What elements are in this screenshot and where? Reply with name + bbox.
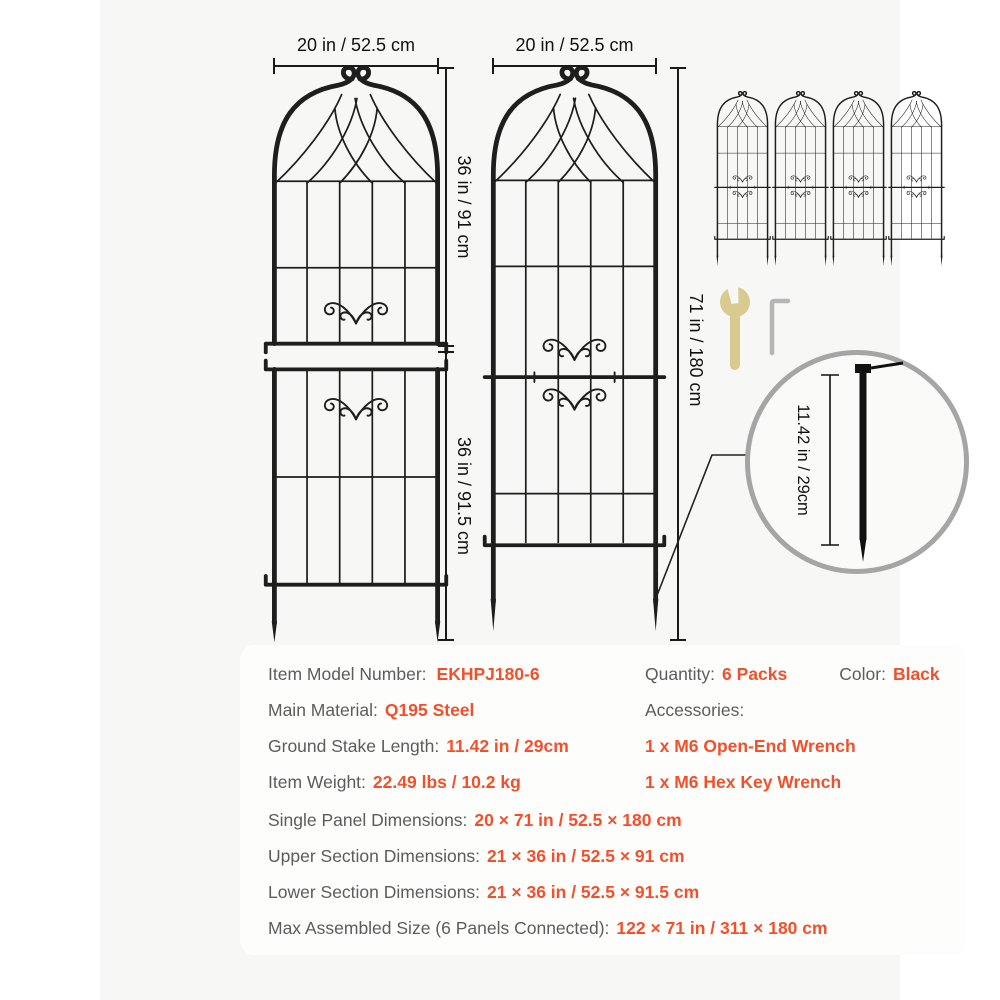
spec-value: 22.49 lbs / 10.2 kg [372, 772, 521, 792]
leader-line-stake-detail [656, 455, 750, 598]
dim-label-total-height: 71 in / 180 cm [686, 293, 706, 407]
spec-row-single-panel [268, 808, 682, 832]
spec-label: Single Panel Dimensions: [268, 810, 468, 830]
spec-row-accessories-label [645, 698, 744, 722]
dim-label-upper-section-height: 36 in / 91 cm [454, 155, 474, 259]
dim-label-stake-length: 11.42 in / 29cm [794, 404, 812, 516]
spec-value: EKHPJ180-6 [436, 664, 540, 684]
spec-value-color: Black [892, 664, 940, 684]
spec-row-model [268, 662, 540, 686]
dim-line-upper-section-height [438, 68, 454, 346]
spec-label-quantity: Quantity: [645, 664, 716, 684]
spec-label: Item Weight: [268, 772, 366, 792]
spec-row-quantity-color [645, 662, 940, 686]
dim-label-right-panel-width: 20 in / 52.5 cm [515, 35, 634, 55]
dim-line-lower-section-height [438, 352, 454, 640]
spec-label: Upper Section Dimensions: [268, 846, 481, 866]
spec-value: 20 × 71 in / 52.5 × 180 cm [474, 810, 682, 830]
spec-row-lower-section [268, 880, 699, 904]
stake-arm [871, 363, 903, 368]
spec-label: Item Model Number: [268, 664, 427, 684]
spec-label: Max Assembled Size (6 Panels Connected): [268, 918, 610, 938]
spec-value: 122 × 71 in / 311 × 180 cm [616, 918, 828, 938]
spec-value: 21 × 36 in / 52.5 × 91 cm [487, 846, 685, 866]
stake-clamp [855, 364, 871, 373]
spec-label-accessories: Accessories: [645, 700, 745, 720]
spec-row-weight [268, 770, 521, 794]
dim-line-stake-length [821, 375, 839, 545]
dim-line-left-panel-width [274, 58, 438, 74]
spec-row-stake-length [268, 734, 569, 758]
stake-drawing [750, 355, 964, 569]
spec-value: Q195 Steel [384, 700, 475, 720]
dim-label-left-panel-width: 20 in / 52.5 cm [296, 35, 416, 55]
spec-value: 21 × 36 in / 52.5 × 91.5 cm [487, 882, 700, 902]
dim-label-lower-section-height: 36 in / 91.5 cm [454, 436, 474, 556]
spec-row-accessory-hexkey: 1 x M6 Hex Key Wrench [645, 772, 842, 792]
stake-tip [860, 538, 867, 562]
spec-label-color: Color: [839, 664, 886, 684]
spec-value: 11.42 in / 29cm [446, 736, 569, 756]
spec-label: Ground Stake Length: [268, 736, 440, 756]
spec-label: Lower Section Dimensions: [268, 882, 481, 902]
spec-value-quantity: 6 Packs [722, 664, 788, 684]
dim-line-right-panel-width [493, 58, 656, 74]
spec-panel [240, 645, 966, 955]
spec-row-material [268, 698, 474, 722]
spec-label: Main Material: [268, 700, 378, 720]
image-stage [100, 0, 940, 1000]
spec-row-accessory-wrench: 1 x M6 Open-End Wrench [645, 736, 856, 756]
stake-detail-circle [745, 350, 969, 574]
spec-row-max-assembled [268, 916, 828, 940]
spec-row-upper-section [268, 844, 685, 868]
